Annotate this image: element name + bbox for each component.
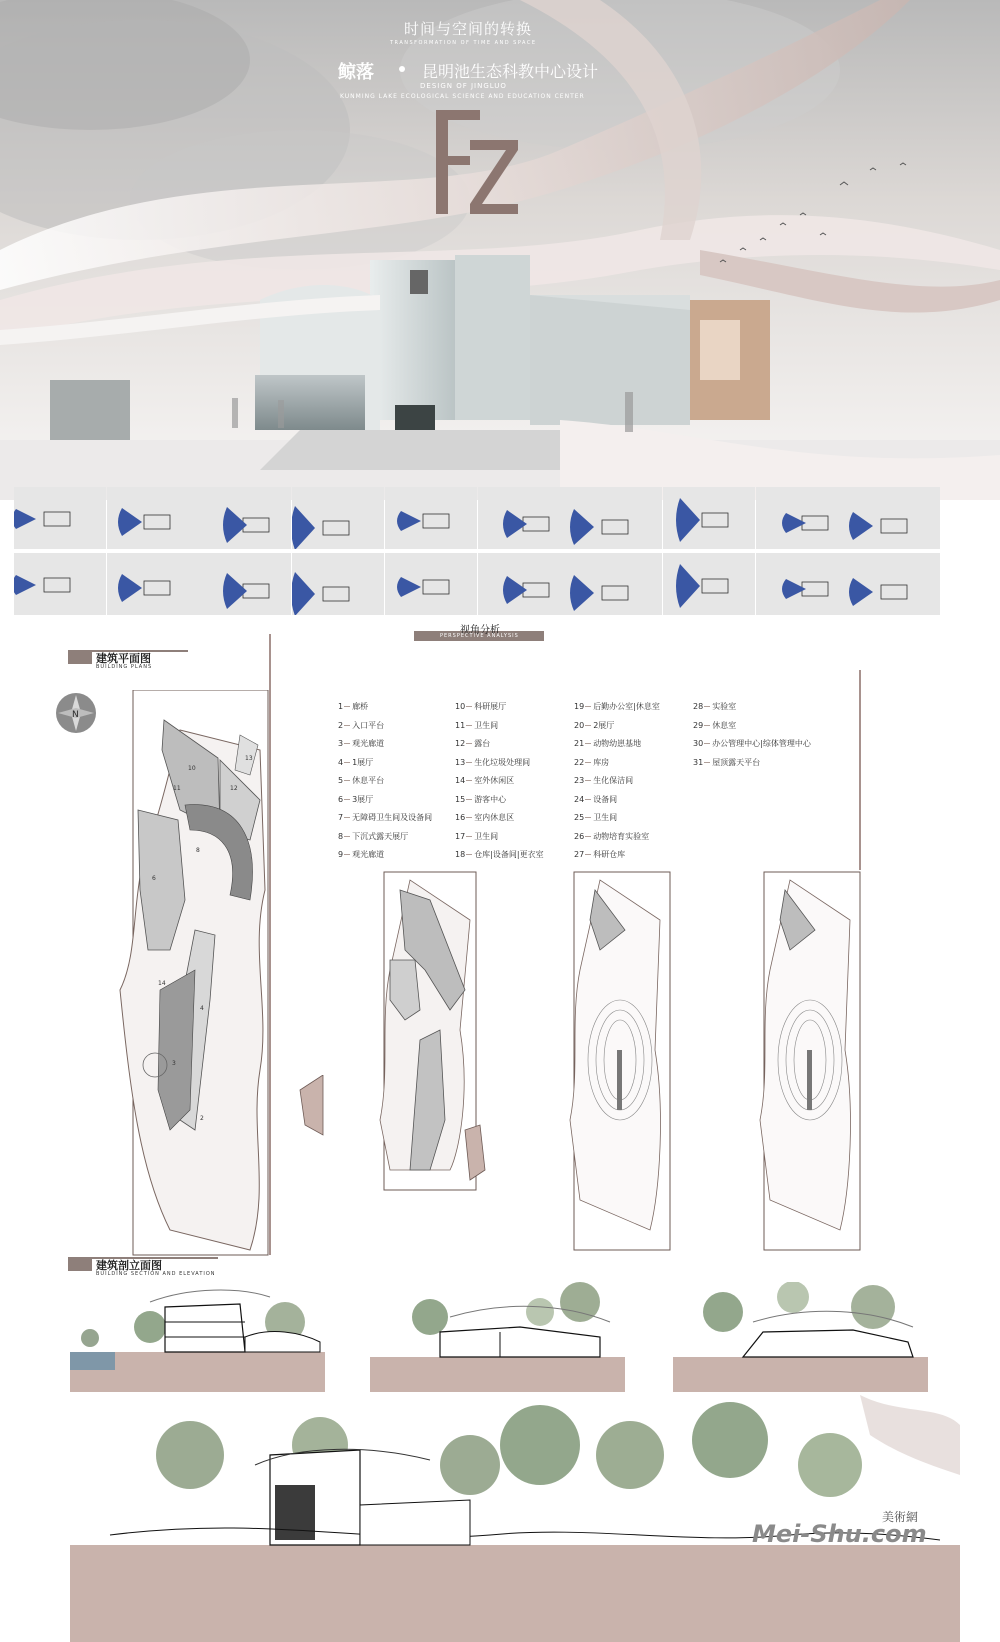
legend-item (338, 846, 432, 865)
svg-text:12: 12 (230, 785, 238, 792)
legend-number: 9 (338, 850, 344, 859)
perspective-title-en: PERSPECTIVE ANALYSIS (440, 633, 519, 639)
viewpoint-diagram (663, 487, 755, 549)
legend-text: 下沉式露天展厅 (352, 831, 409, 841)
legend-text: 科研仓库 (593, 850, 626, 859)
viewpoint-diagram (756, 487, 848, 549)
legend-separator (344, 780, 350, 781)
legend-text: 廊桥 (352, 702, 369, 711)
legend-item (574, 735, 660, 754)
plan-fragment (295, 1075, 325, 1140)
building-section-1 (70, 1282, 325, 1392)
legend-separator (585, 762, 591, 763)
legend-number: 11 (455, 720, 466, 730)
legend-number: 28 (693, 702, 704, 711)
legend-separator (585, 706, 591, 707)
project-en-2: KUNMING LAKE ECOLOGICAL SCIENCE AND EDUCATION CENTER (340, 93, 585, 100)
legend-text: 露台 (474, 739, 491, 748)
legend-text: 动物培育实验室 (593, 831, 650, 841)
legend-text: 生化保洁间 (593, 776, 634, 785)
legend-text: 仓库|设备间|更衣室 (474, 850, 544, 859)
legend-number: 19 (574, 702, 585, 711)
legend-text: 库房 (593, 757, 610, 767)
perspective-thumbnail (478, 487, 570, 549)
perspective-thumbnail (756, 487, 848, 549)
viewpoint-diagram (756, 553, 848, 615)
legend-item (574, 791, 660, 810)
svg-text:3: 3 (172, 1060, 176, 1067)
legend-item (455, 828, 544, 847)
legend-item (455, 698, 544, 717)
legend-item (455, 717, 544, 736)
legend-number: 22 (574, 757, 585, 767)
legend-separator (585, 817, 591, 818)
legend-number: 16 (455, 813, 466, 822)
legend-number: 21 (574, 739, 585, 748)
plans-title-en: BUILDING PLANS (96, 664, 153, 670)
perspective-thumbnail (570, 487, 662, 549)
legend-text: 观光廊道 (352, 850, 385, 859)
legend-column (338, 698, 432, 865)
svg-text:6: 6 (152, 875, 156, 882)
legend-item (693, 735, 811, 754)
legend-item (338, 828, 432, 847)
perspective-thumbnail (848, 553, 940, 615)
legend-item (338, 735, 432, 754)
viewpoint-diagram (570, 553, 662, 615)
svg-text:10: 10 (188, 765, 196, 772)
legend-text: 室外休闲区 (474, 776, 515, 785)
legend-text: 3展厅 (352, 794, 374, 804)
legend-text: 动物幼崽基地 (593, 739, 642, 748)
perspective-thumbnail (570, 553, 662, 615)
watermark-brand-en: Mei-Shu.com (752, 1520, 927, 1548)
legend-number: 5 (338, 776, 344, 785)
compass-label: N (72, 710, 79, 720)
viewpoint-diagram (14, 553, 106, 615)
legend-text: 观光廊道 (352, 739, 385, 748)
sections-title-cn: 建筑剖立面图 (96, 1259, 162, 1272)
legend-text: 后勤办公室|休息室 (593, 702, 660, 711)
legend-text: 实验室 (712, 702, 737, 711)
viewpoint-diagram (478, 553, 570, 615)
legend-text: 无障碍卫生间及设备间 (352, 813, 433, 822)
svg-text:14: 14 (158, 980, 166, 987)
legend-item (338, 772, 432, 791)
legend-separator (704, 706, 710, 707)
viewpoint-diagram (478, 487, 570, 549)
legend-item (455, 791, 544, 810)
legend-column (693, 698, 811, 772)
legend-separator (585, 799, 591, 800)
legend-separator (585, 836, 591, 837)
viewpoint-diagram (570, 487, 662, 549)
legend-column (455, 698, 544, 865)
legend-text: 游客中心 (474, 794, 507, 804)
legend-item (455, 735, 544, 754)
legend-separator (466, 799, 472, 800)
perspective-thumbnail (14, 487, 106, 549)
legend-text: 屋顶露天平台 (712, 757, 761, 767)
legend-separator (585, 780, 591, 781)
legend-number: 12 (455, 739, 466, 748)
viewpoint-diagram (199, 553, 291, 615)
legend-item (574, 717, 660, 736)
legend-item (455, 772, 544, 791)
legend-separator (344, 799, 350, 800)
legend-text: 休息平台 (352, 776, 385, 785)
building-section-2 (370, 1282, 625, 1392)
legend-separator (585, 743, 591, 744)
legend-item (455, 809, 544, 828)
perspective-thumbnail (848, 487, 940, 549)
legend-text: 卫生间 (593, 813, 618, 822)
project-title-main: 鲸落 (338, 62, 374, 83)
legend-text: 卫生间 (474, 720, 499, 730)
legend-text: 入口平台 (352, 720, 385, 730)
legend-item (693, 698, 811, 717)
legend-number: 31 (693, 757, 704, 767)
fz-logo-icon (436, 110, 518, 214)
legend-item (693, 754, 811, 773)
theme-subtitle: TRANSFORMATION OF TIME AND SPACE (390, 40, 537, 46)
legend-separator (344, 743, 350, 744)
legend-text: 设备间 (593, 794, 618, 804)
project-title-sub: 昆明池生态科教中心设计 (422, 62, 599, 81)
svg-text:4: 4 (200, 1005, 204, 1012)
perspective-thumbnail (107, 487, 199, 549)
legend-item (574, 846, 660, 865)
legend-item (455, 846, 544, 865)
viewpoint-diagram (385, 487, 477, 549)
legend-number: 3 (338, 739, 344, 748)
legend-number: 29 (693, 720, 704, 730)
legend-text: 卫生间 (474, 831, 499, 841)
legend-item (574, 772, 660, 791)
perspective-thumbnail (199, 553, 291, 615)
svg-text:8: 8 (196, 847, 200, 854)
title-dot (399, 66, 405, 72)
svg-text:13: 13 (245, 755, 253, 762)
legend-text: 科研展厅 (474, 702, 507, 711)
ground-floor-plan (100, 690, 275, 1265)
sections-heading-bar (68, 1259, 92, 1271)
legend-number: 7 (338, 813, 344, 822)
legend-separator (344, 836, 350, 837)
legend-number: 13 (455, 757, 466, 767)
legend-number: 10 (455, 702, 466, 711)
legend-separator (466, 854, 472, 855)
perspective-thumbnail (385, 487, 477, 549)
legend-item (338, 809, 432, 828)
perspective-thumbnail (756, 553, 848, 615)
viewpoint-diagram (385, 553, 477, 615)
legend-separator (344, 854, 350, 855)
legend-item (574, 828, 660, 847)
legend-number: 2 (338, 720, 344, 730)
legend-number: 8 (338, 831, 344, 841)
second-floor-plan (560, 870, 680, 1270)
watermark (752, 1508, 952, 1548)
perspective-title-cn: 视角分析 (460, 625, 500, 636)
legend-separator (704, 725, 710, 726)
legend-text: 生化垃圾处理间 (474, 757, 531, 767)
legend-text: 室内休息区 (474, 813, 515, 822)
legend-item (574, 754, 660, 773)
first-floor-plan (370, 870, 490, 1270)
legend-separator (344, 725, 350, 726)
legend-separator (585, 854, 591, 855)
legend-item (338, 791, 432, 810)
perspective-thumbnail (107, 553, 199, 615)
viewpoint-diagram (848, 487, 940, 549)
legend-number: 20 (574, 720, 585, 730)
legend-item (338, 717, 432, 736)
viewpoint-diagram (292, 487, 384, 549)
svg-text:11: 11 (173, 785, 181, 792)
legend-number: 4 (338, 757, 344, 767)
legend-number: 24 (574, 794, 585, 804)
legend-number: 6 (338, 794, 344, 804)
legend-separator (466, 743, 472, 744)
perspective-thumbnail (292, 553, 384, 615)
plans-title-cn: 建筑平面图 (96, 652, 151, 665)
viewpoint-diagram (107, 553, 199, 615)
viewpoint-diagram (107, 487, 199, 549)
legend-item (338, 698, 432, 717)
legend-text: 办公管理中心|综体管理中心 (712, 739, 811, 748)
legend-item (338, 754, 432, 773)
perspective-thumbnail (663, 553, 755, 615)
legend-number: 27 (574, 850, 585, 859)
legend-number: 30 (693, 739, 704, 748)
third-floor-plan (750, 870, 870, 1270)
legend-number: 17 (455, 831, 466, 841)
perspective-thumbnail (199, 487, 291, 549)
legend-number: 23 (574, 776, 585, 785)
legend-number: 14 (455, 776, 466, 785)
legend-separator (704, 743, 710, 744)
building-section-3 (673, 1282, 928, 1392)
legend-column (574, 698, 660, 865)
legend-separator (466, 762, 472, 763)
legend-number: 1 (338, 702, 344, 711)
perspective-thumbnail (385, 553, 477, 615)
viewpoint-diagram (848, 553, 940, 615)
theme-title: 时间与空间的转换 (404, 20, 533, 38)
legend-separator (466, 836, 472, 837)
viewpoint-diagram (14, 487, 106, 549)
perspective-thumbnail (663, 487, 755, 549)
legend-number: 25 (574, 813, 585, 822)
legend-separator (344, 817, 350, 818)
viewpoint-diagram (199, 487, 291, 549)
svg-text:2: 2 (200, 1115, 204, 1122)
legend-number: 26 (574, 831, 585, 841)
legend-separator (466, 725, 472, 726)
legend-separator (344, 762, 350, 763)
project-en-1: DESIGN OF JINGLUO (420, 82, 507, 90)
sections-heading (68, 1255, 218, 1281)
sections-title-en: BUILDING SECTION AND ELEVATION (96, 1271, 216, 1277)
viewpoint-diagram (663, 553, 755, 615)
legend-separator (704, 762, 710, 763)
legend-separator (466, 780, 472, 781)
legend-item (693, 717, 811, 736)
perspective-thumbnail (14, 553, 106, 615)
legend-separator (466, 706, 472, 707)
legend-item (455, 754, 544, 773)
perspective-thumbnail (292, 487, 384, 549)
legend-separator (585, 725, 591, 726)
watermark-brand-cn: 美術網 (882, 1510, 919, 1524)
legend-item (574, 698, 660, 717)
legend-item (574, 809, 660, 828)
legend-number: 18 (455, 850, 466, 859)
legend-text: 2展厅 (593, 720, 615, 730)
hero-render (0, 0, 1000, 500)
legend-number: 15 (455, 794, 466, 804)
legend-text: 1展厅 (352, 757, 374, 767)
legend-separator (466, 817, 472, 818)
legend-separator (344, 706, 350, 707)
perspective-thumbnail (478, 553, 570, 615)
legend-text: 休息室 (712, 720, 737, 730)
viewpoint-diagram (292, 553, 384, 615)
